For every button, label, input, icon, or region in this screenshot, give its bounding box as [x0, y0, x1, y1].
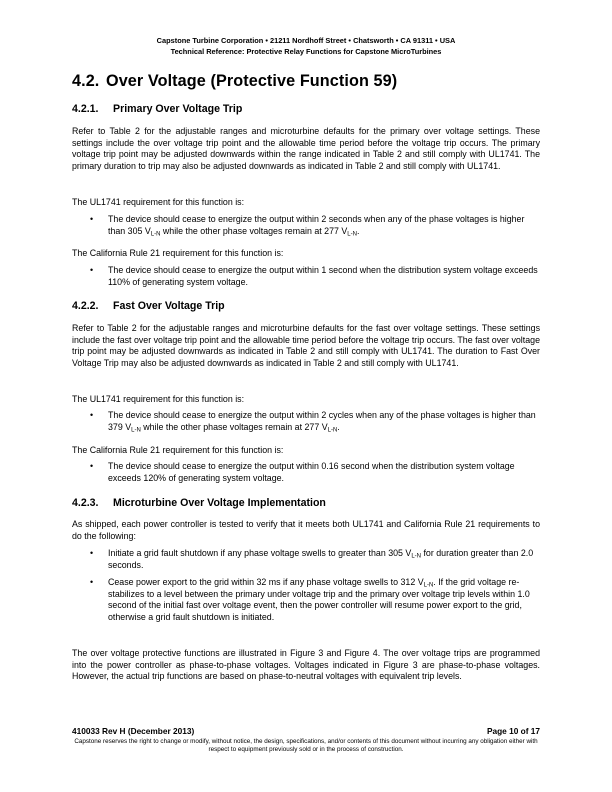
section-title: Over Voltage (Protective Function 59)	[106, 72, 398, 90]
subsection-heading-primary	[72, 103, 242, 115]
document-page: Capstone Turbine Corporation • 21211 Nordhoff Street • Chatsworth • CA 91311 • USA Technical Reference: Protective Relay Functions for Capstone MicroTurbines 4.2. Over Voltage (Protective Function 59) 4.2.1. Primary Over Voltage Trip Refer to Table 2 for the adjustable ranges and microturbine defaults for the primary over voltage settings. These settings include the over voltage trip point and the allowable time period before the voltage trip occurs. The primary voltage trip point may be adjusted downwards within the range indicated in Table 2 and still comply with UL1741. The primary duration to trip may also be adjusted downwards as indicated in Table 2 and still comply with UL1741. The UL1741 requirement for this function is: • The device should cease to energize the output within 2 seconds when any of the phase voltages is higher than 305 $V_{L-N}$ while the other phase voltages remain at 277 $V_{L-N}$. The California Rule 21 requirement for this function is: • The device should cease to energize the output within 1 second when the distribution system voltage exceeds 110% of generating system voltage. 4.2.2. Fast Over Voltage Trip Refer to Table 2 for the adjustable ranges and microturbine defaults for the fast over voltage settings. These settings include the fast over voltage trip point and the allowable time period before the voltage trip occurs. The fast over voltage trip point may be adjusted downwards as indicated in Table 2 and still comply with UL1741. The duration to Fast Over Voltage Trip may also be adjusted downwards as indicated in Table 2 and still comply with UL1741. The UL1741 requirement for this function is: • The device should cease to energize the output within 2 cycles when any of the phase voltages is higher than 379 $V_{L-N}$ while the other phase voltages remain at 277 $V_{L-N}$. The California Rule 21 requirement for this function is: • The device should cease to energize the output within 0.16 second when the distribution system voltage exceeds 120% of generating system voltage. 4.2.3. Microturbine Over Voltage Implementation As shipped, each power controller is tested to verify that it meets both UL1741 and California Rule 21 requirements to do the following: • Initiate a grid fault shutdown if any phase voltage swells to greater than 305 $V_{L-N}$ for duration greater than 2.0 seconds. • Cease power export to the grid within 32 ms if any phase voltage swells to 312 $V_{L-N}$. If the grid voltage re-stabilizes to a level between the primary under voltage trip and the primary over voltage trip levels within 1.0 second of the initial fast over voltage event, then the power controller will resume power export to the grid, otherwise a grid fault shutdown is initiated. The over voltage protective functions are illustrated in Figure 3 and Figure 4. The over voltage trips are programmed into the power controller as phase-to-phase voltages. Voltages indicated in Figure 3 are phase-to-phase voltages. However, the actual trip functions are based on phase-to-neutral voltages with equivalent trip levels. 410033 Rev H (December 2013) Page 10 of 17 Capstone reserves the right to change or modify, without notice, the design, specifications, and/or contents of this document without incurring any obligation either with respect to equipment previously sold or in the process of construction.	[72, 36, 540, 753]
subsection-number: 4.2.1.	[72, 103, 99, 115]
subsection-heading-fast	[72, 300, 225, 312]
bullet: •	[90, 461, 94, 471]
subsection-number: 4.2.3.	[72, 497, 99, 509]
fast-ca-intro: The California Rule 21 requirement for this function is:	[72, 445, 284, 455]
subsection-number: 4.2.2.	[72, 300, 99, 312]
closing-paragraph: The over voltage protective functions are illustrated in Figure 3 and Figure 4. The over voltage trips are programmed into the power controller as phase-to-phase voltages. Voltages indicated in Figure 3 are phase-to-phase voltages. However, the actual trip functions are based on phase-to-neutral voltages with equivalent trip levels.	[72, 648, 540, 682]
bullet: •	[90, 265, 94, 275]
header-doc-title: Technical Reference: Protective Relay Functions for Capstone MicroTurbines	[170, 47, 442, 56]
section-heading	[72, 72, 397, 91]
footer-disclaimer: Capstone reserves the right to change or modify, without notice, the design, specifications, and/or contents of this document without incurring any obligation either with respect to equipment previously sold or in the process of construction.	[74, 738, 538, 753]
header-address: Capstone Turbine Corporation • 21211 Nordhoff Street • Chatsworth • CA 91311 • USA	[156, 36, 456, 45]
section-number: 4.2.	[72, 72, 100, 90]
bullet: •	[90, 577, 94, 587]
fast-ul-intro: The UL1741 requirement for this function is:	[72, 394, 245, 404]
fast-paragraph: Refer to Table 2 for the adjustable ranges and microturbine defaults for the fast over voltage settings. These settings include the fast over voltage trip point and the allowable time period before the voltage trip occurs. The fast over voltage trip point may be adjusted downwards as indicated in Table 2 and still comply with UL1741. The duration to Fast Over Voltage Trip may also be adjusted downwards as indicated in Table 2 and still comply with UL1741.	[72, 323, 540, 368]
primary-paragraph: Refer to Table 2 for the adjustable ranges and microturbine defaults for the primary over voltage settings. These settings include the over voltage trip point and the allowable time period before the voltage trip occurs. The primary voltage trip point may be adjusted downwards within the range indicated in Table 2 and still comply with UL1741. The primary duration to trip may also be adjusted downwards as indicated in Table 2 and still comply with UL1741.	[72, 126, 540, 171]
subsection-title: Primary Over Voltage Trip	[113, 103, 243, 115]
primary-ca-intro: The California Rule 21 requirement for this function is:	[72, 248, 284, 258]
bullet: •	[90, 548, 94, 558]
subsection-title: Fast Over Voltage Trip	[113, 300, 225, 312]
footer-line	[72, 726, 540, 736]
implementation-paragraph: As shipped, each power controller is tested to verify that it meets both UL1741 and California Rule 21 requirements to do the following:	[72, 519, 540, 541]
primary-ul-intro: The UL1741 requirement for this function is:	[72, 197, 245, 207]
subsection-heading-implementation	[72, 497, 326, 509]
footer-doc-number: 410033 Rev H (December 2013)	[72, 726, 195, 736]
bullet: •	[90, 410, 94, 420]
page-number: Page 10 of 17	[486, 726, 540, 736]
bullet: •	[90, 214, 94, 224]
subsection-title: Microturbine Over Voltage Implementation	[113, 497, 326, 509]
